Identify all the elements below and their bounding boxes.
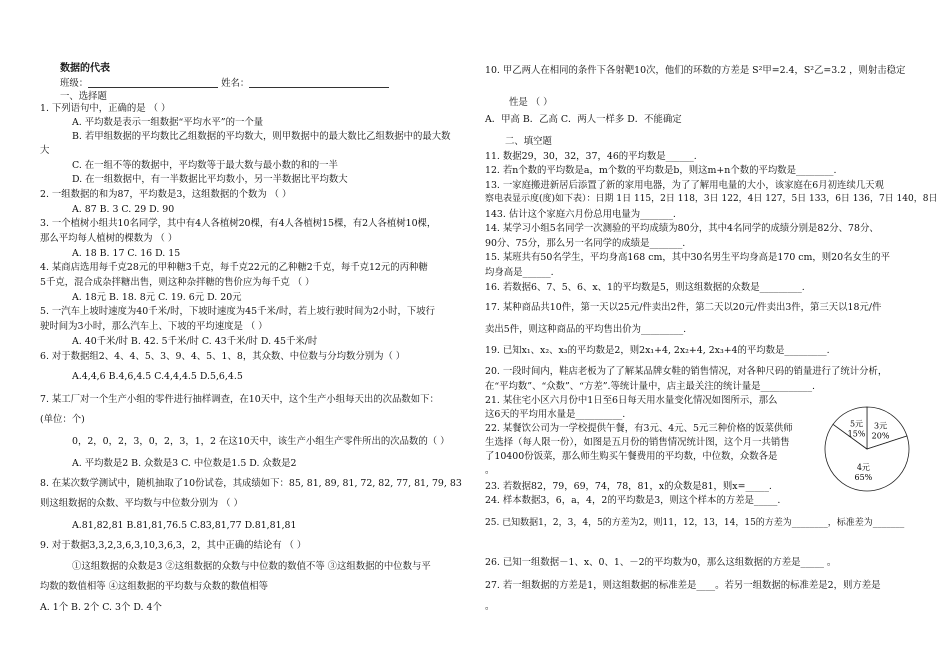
option-line: 大	[40, 145, 50, 156]
option-line: C. 在一组不等的数据中，平均数等于最大数与最小数的和的一半	[72, 160, 338, 171]
question-line: 5千克，混合成杂拌糖出售，则这种杂拌糖的售价应为每千克 （ ）	[40, 277, 315, 288]
question-line: 6. 对于数据组2、4、4、5、3、9、4、5、1、8，其众数、中位数与分均数分别为（ ）	[40, 351, 406, 362]
name-label: 姓名：	[221, 78, 250, 89]
pie-slice-percent: 15%	[847, 429, 866, 439]
pie-slice-label: 5元	[849, 419, 864, 429]
question-line: 察电表显示度(度)如下表）：日期 1日 115，2日 118，3日 122，4日 127，5日 133，6日 136，7日 140，8日	[485, 194, 938, 204]
question-line: 1. 下列语句中，正确的是 （ ）	[40, 103, 171, 114]
question-line: 21. 某住宅小区六月份中1日至6日每天用水量变化情况如图所示，那么	[485, 395, 778, 406]
option-line: A.81,82,81 B.81,81,76.5 C.83,81,77 D.81,81,81	[72, 520, 297, 531]
question-line: 90分、75分，那么另一名同学的成绩是_______.	[485, 238, 686, 249]
pie-slice-label: 4元	[856, 462, 870, 472]
question-line: 这6天的平均用水量是__________.	[485, 409, 626, 420]
question-line: ①这组数据的众数是3 ②这组数据的众数与中位数的数值不等 ③这组数据的中位数与平	[72, 561, 431, 572]
pie-slice-percent: 65%	[854, 472, 873, 482]
option-line: A. 平均数是2 B. 众数是3 C. 中位数是1.5 D. 众数是2	[72, 458, 297, 469]
question-line: 14. 某学习小组5名同学一次测验的平均成绩为80分，其中4名同学的成绩分别是82分、78分、	[485, 223, 879, 234]
question-line: 。	[485, 465, 495, 476]
question-line: 7. 某工厂对一个生产小组的零件进行抽样调查，在10天中，这个生产小组每天出的次品数如下：	[40, 394, 439, 405]
option-line: A.4,4,6 B.4,6,4.5 C.4,4,4.5 D.5,6,4.5	[72, 371, 243, 382]
question-line: 17. 某种商品共10件，第一天以25元/件卖出2件，第二天以20元/件卖出3件，第三天以18元/件	[485, 302, 882, 313]
question-line: 15. 某班共有50名学生，平均身高168 cm，其中30名男生平均身高是170 cm，则20名女生的平	[485, 252, 890, 263]
question-line: 26. 已知一组数据－1、x、0、1、－2的平均数为0，那么这组数据的方差是_____ 。	[485, 557, 837, 568]
class-blank[interactable]	[88, 87, 218, 88]
question-line: 9. 对于数据3,3,2,3,6,3,10,3,6,3，2，其中正确的结论有 （ ）	[40, 540, 307, 551]
pie-slice-label: 3元	[874, 421, 888, 431]
question-line: 则这组数据的众数、平均数与中位数分别为 （ ）	[40, 498, 243, 509]
question-line: 在“平均数”、“众数”、“方差”.等统计量中，店主最关注的统计量是___________.	[485, 381, 816, 392]
question-line: 2. 一组数据的和为87，平均数是3，这组数据的个数为 （ ）	[40, 189, 292, 200]
question-line: 11. 数据29，30，32，37，46的平均数是______.	[485, 151, 697, 162]
question-line: 19. 已知x₁、x₂、x₃的平均数是2，则2x₁+4, 2x₂+4, 2x₃+4的平均数是_________.	[485, 345, 830, 356]
meal-price-pie-chart	[822, 404, 912, 494]
question-line: 23. 若数据82，79，69，74，78，81，x的众数是81，则x=_____.	[485, 481, 772, 492]
question-line: 10. 甲乙两人在相同的条件下各射靶10次，他们的环数的方差是 S²甲=2.4，S²乙=3.2 ，则射击稳定	[485, 65, 906, 76]
question-line: 了10400份饭菜，那么师生购买午餐费用的平均数，中位数，众数各是	[485, 451, 778, 462]
section-heading-fill: 二、填空题	[505, 136, 552, 147]
option-line: A. 87 B. 3 C. 29 D. 90	[72, 204, 175, 215]
option-line: D. 在一组数据中，有一半数据比平均数小，另一半数据比平均数大	[72, 174, 348, 185]
question-line: 驶时间为3小时，那么汽车上、下坡的平均速度是 （ ）	[40, 321, 268, 332]
question-line: 0，2，0，2，3，0，2，3，1，2 在这10天中，该生产小组生产零件所出的次品数的（ ）	[72, 436, 450, 447]
question-line: 4. 某商店选用每千克28元的甲种糖3千克，每千克22元的乙种糖2千克，每千克12元的丙种糖	[40, 262, 428, 273]
question-line: 3. 一个植树小组共10名同学，其中有4人各植树20棵，有4人各植树15棵，有2人各植树10棵，	[40, 218, 437, 229]
question-line: 27. 若一组数据的方差是1，则这组数据的标准差是____。若另一组数据的标准差是2，则方差是	[485, 580, 881, 591]
question-line: 13. 一家庭搬进新居后添置了新的家用电器，为了了解用电量的大小，该家庭在6月初连续几天观	[485, 180, 884, 191]
question-line: 20. 一段时间内，鞋店老板为了了解某品牌女鞋的销售情况，对各种尺码的销量进行了统计分析，	[485, 366, 888, 377]
class-label: 班级：	[60, 78, 89, 89]
question-line: 16. 若数据6、7、5、6、x、1的平均数是5，则这组数据的众数是_________.	[485, 282, 805, 293]
option-line: A. 1个 B. 2个 C. 3个 D. 4个	[40, 602, 162, 613]
question-line: 那么平均每人植树的棵数为 （ ）	[40, 233, 178, 244]
question-line: 均身高是______.	[485, 267, 554, 278]
option-line: A. 平均数是表示一组数据“平均水平”的一个量	[72, 117, 264, 128]
question-line: 143. 估计这个家庭六月份总用电量为_______.	[485, 209, 676, 220]
section-heading-choice: 一、选择题	[60, 91, 107, 102]
worksheet-title: 数据的代表	[60, 63, 110, 74]
option-line: A. 18元 B. 18. 8元 C. 19. 6元 D. 20元	[72, 292, 242, 303]
option-line: B. 若甲组数据的平均数比乙组数据的平均数大，则甲数据中的最大数比乙组数据中的最大数	[72, 131, 451, 142]
question-line: 25. 已知数据1，2，3，4，5的方差为2，则11，12，13，14，15的方差为________，标准差为_______	[485, 518, 905, 528]
question-line: (单位：个)	[40, 414, 85, 425]
option-line: A. 40千米/时 B. 42. 5千米/时 C. 43千米/时 D. 45千米/时	[72, 336, 318, 347]
question-line: 生选择（每人限一份），如图是五月份的销售情况统计图，这个月一共销售	[485, 437, 790, 448]
question-line: 22. 某餐饮公司为一学校提供午餐，有3元、4元、5元三种价格的饭菜供师	[485, 423, 793, 434]
class-name-row	[60, 79, 389, 88]
question-line: 12. 若n个数的平均数是a，m个数的平均数是b，则这m+n个数的平均数是________.	[485, 165, 837, 176]
pie-slice-percent: 20%	[871, 431, 890, 441]
name-blank[interactable]	[249, 87, 389, 88]
question-line: 5. 一汽车上坡时速度为40千米/时，下坡时速度为45千米/时，若上坡行驶时间为2小时，下坡行	[40, 306, 435, 317]
question-line: 24. 样本数据3，6，a，4，2的平均数是3，则这个样本的方差是_____.	[485, 495, 781, 506]
option-line: A．甲高 B．乙高 C．两人一样多 D．不能确定	[485, 114, 682, 125]
question-line: 。	[485, 601, 495, 612]
question-line: 卖出5件，则这种商品的平均售出价为_________.	[485, 324, 687, 335]
question-line: 均数的数值相等 ④这组数据的平均数与众数的数值相等	[40, 581, 268, 592]
question-line: 8. 在某次数学测试中，随机抽取了10份试卷，其成绩如下：85, 81, 89, 81, 72, 82, 77, 81, 79, 83	[40, 478, 462, 489]
option-line: A. 18 B. 17 C. 16 D. 15	[72, 248, 181, 259]
question-line: 性是 （ ）	[509, 97, 553, 108]
